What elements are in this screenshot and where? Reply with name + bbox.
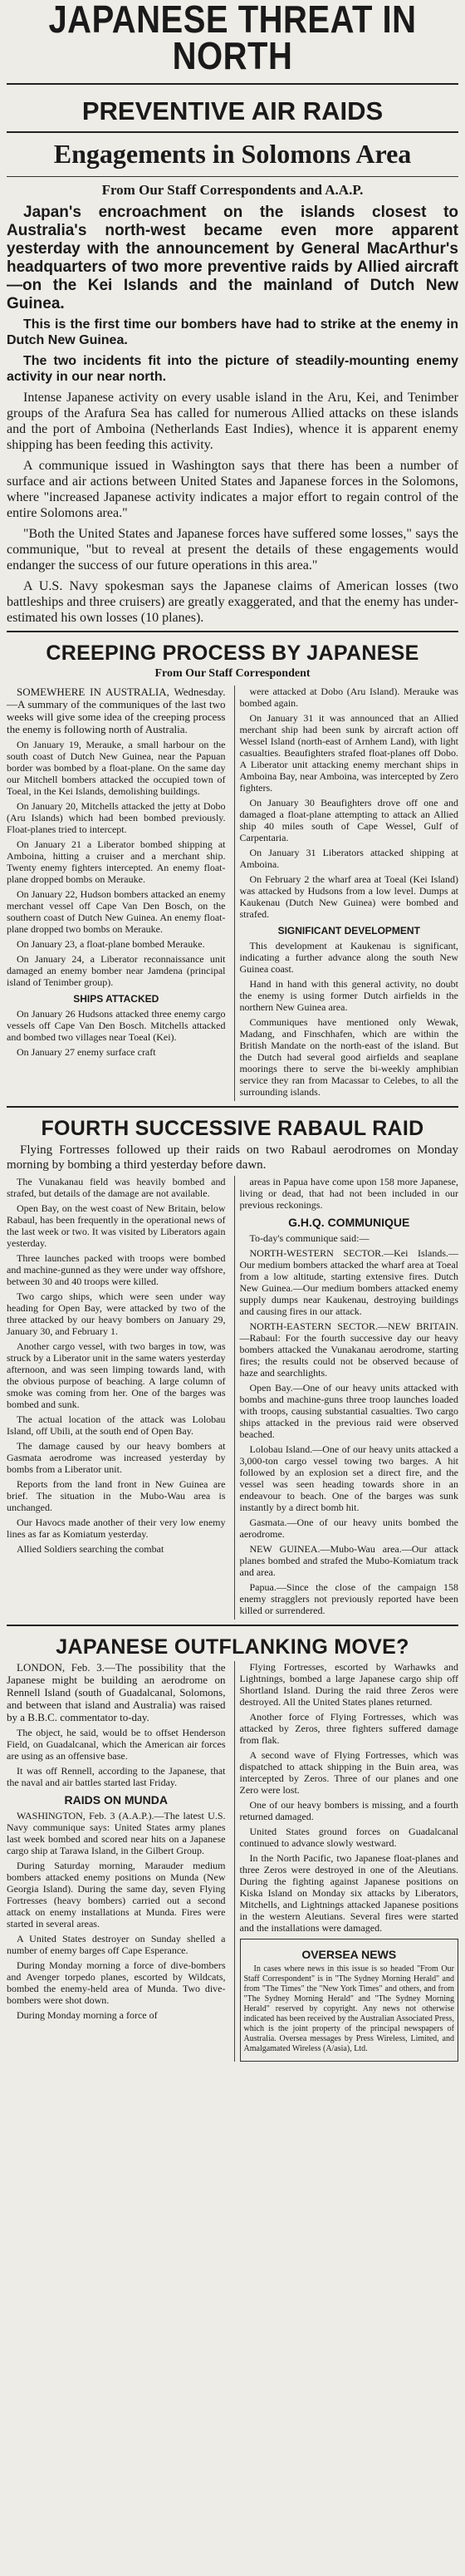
subheadline: PREVENTIVE AIR RAIDS — [81, 96, 384, 125]
oversea-news-text: In cases where news in this issue is so headed "From Our Staff Correspondent" is in "The Sydney Morning Herald" and from "The Times" the "New York Times" and others, and from "The Sydney Morning Herald" and "The Sydney Morning Herald" reserved by copyright. Any news not otherwise indicated has been received by the Australian Associated Press, which is the joint property of the principal newspapers of Australia. Oversea messages by Press Wireless, Limited, and Amalgamated Wireless (A/asia), Ltd. — [243, 1964, 454, 2053]
divider — [7, 83, 458, 85]
outflanking-right-column — [234, 1661, 459, 2062]
article-paragraph: On January 20, Mitchells attacked the jetty at Dobo (Aru Islands) which had been bombed previously. Float-planes tried to intercept. — [7, 800, 226, 835]
article-paragraph: During Monday morning a force of — [17, 2009, 158, 2021]
rabaul-columns — [7, 1176, 458, 1620]
ghq-sector: Open Bay.—One of our heavy units attacked with bombs and machine-guns three troop launches loaded with troops, causing substantial casualties. Two cargo ships attacked in the previous raid were observed beached. — [239, 1382, 458, 1440]
article-paragraph: On February 2 the wharf area at Toeal (Kei Island) was attacked by Hudsons from a low level. Dumps at Kaukenau (Dutch New Guinea) were bombed and strafed. — [239, 873, 458, 920]
article-paragraph: A second wave of Flying Fortresses, which was dispatched to attack shipping in the Buin area, was intercepted by Zeros. Three of our planes and one Zero were lost. — [239, 1749, 458, 1796]
article-paragraph: In the North Pacific, two Japanese float-planes and three Zeros were destroyed in one of the Aleutians. During the fighting against Japanese positions on Kiska Island on Monday six attacks by Liberators, Mitchells, and Lightnings attacked Japanese positions in the western Aleutians. Several fires were started and the installations were damaged. — [239, 1852, 458, 1934]
outflanking-left-column — [7, 1661, 226, 2062]
article-paragraph: On January 21 a Liberator bombed shipping at Amboina, hitting a cruiser and a merchant ship. Twenty enemy fighters intercepted. An enemy float-plane dropped bombs on Merauke. — [7, 838, 226, 885]
article-paragraph: The actual location of the attack was Lolobau Island, off Ubili, at the south end of Open Bay. — [7, 1413, 226, 1437]
article-paragraph: Two cargo ships, which were seen under way heading for Open Bay, were attacked by two of the three attacked by our heavy bombers on January 29, January 30, and February 1. — [7, 1290, 226, 1337]
article-paragraph: Another force of Flying Fortresses, which was attacked by Zeros, three fighters suffered damage from flak. — [239, 1711, 458, 1746]
article-paragraph: A United States destroyer on Sunday shelled a number of enemy barges off Cape Esperance. — [7, 1933, 226, 1956]
ghq-sector: Lolobau Island.—One of our heavy units attacked a 3,000-ton cargo vessel towing two barges. A hit followed by an explosion set a direct fire, and the vessel was seen heading towards shore in an endeavour to beach. One of the barges was sunk instantly by a direct bomb hit. — [239, 1443, 458, 1513]
article-paragraph: LONDON, Feb. 3.—The possibility that the Japanese might be building an aerodrome on Rennell Island (south of Guadalcanal, Solomons, and between that island and Australia) was raised by a B.B.C. commentator to-day. — [7, 1661, 226, 1723]
body-paragraph: Intense Japanese activity on every usable island in the Aru, Kei, and Tenimber groups of the Arafura Sea has called for numerous Allied attacks on these islands and the port of Amboina (Netherlands East Indies), whence it is apparent enemy shipping has been feeding this activity. — [7, 391, 458, 452]
article-paragraph: One of our heavy bombers is missing, and a fourth returned damaged. — [239, 1799, 458, 1822]
article-paragraph: Reports from the land front in New Guinea are brief. The situation in the Mubo-Wau area is unchanged. — [7, 1478, 226, 1513]
ghq-sector: NEW GUINEA.—Mubo-Wau area.—Our attack planes bombed and strafed the Mubo-Komiatum track and area. — [239, 1543, 458, 1578]
creeping-byline: From Our Staff Correspondent — [154, 667, 311, 680]
section-headline: Engagements in Solomons Area — [53, 139, 412, 169]
divider — [7, 131, 458, 133]
lead-paragraph: Japan's encroachment on the islands closest to Australia's north-west became even more apparent yesterday with the announcement by General MacArthur's headquarters of two more preventive raids by Allied aircraft—on the Kei Islands and the mainland of Dutch New Guinea. — [7, 204, 458, 312]
article-paragraph: Flying Fortresses, escorted by Warhawks and Lightnings, bombed a large Japanese cargo ship off Shortland Island. During the raid three Zeros were destroyed. All the United States planes returned. — [239, 1661, 458, 1708]
divider — [7, 176, 458, 177]
article-paragraph: On January 24, a Liberator reconnaissance unit damaged an enemy bomber near Jamdena (principal island of Tenimber group). — [7, 953, 226, 988]
article-paragraph: It was off Rennell, according to the Japanese, that the naval and air battles started last Friday. — [7, 1765, 226, 1788]
intro-paragraph: The two incidents fit into the picture of steadily-mounting enemy activity in our near north. — [7, 354, 458, 384]
article-paragraph: The Vunakanau field was heavily bombed and strafed, but details of the damage are not available. — [7, 1176, 226, 1199]
divider — [7, 1625, 458, 1626]
ships-attacked-heading: SHIPS ATTACKED — [73, 993, 159, 1005]
article-paragraph: WASHINGTON, Feb. 3 (A.A.P.).—The latest U.S. Navy communique says: United States army planes last week bombed and scored near hits on a Japanese cargo ship at Tarawa Island, in the Gilbert Group. — [7, 1810, 226, 1856]
article-paragraph: Allied Soldiers searching the combat — [17, 1543, 164, 1555]
article-paragraph: On January 27 enemy surface craft — [17, 1046, 156, 1058]
creeping-left-column — [7, 686, 226, 1101]
article-paragraph: On January 31 Liberators attacked shipping at Amboina. — [239, 847, 458, 870]
article-paragraph: Our Havocs made another of their very low enemy lines as far as Komiatum yesterday. — [7, 1517, 226, 1540]
article-paragraph: On January 23, a float-plane bombed Merauke. — [17, 938, 205, 950]
ghq-sector: Papua.—Since the close of the campaign 158 enemy stragglers not previously reported have been killed or surrendered. — [239, 1581, 458, 1616]
outflanking-headline: JAPANESE OUTFLANKING MOVE? — [56, 1635, 409, 1659]
article-paragraph: United States ground forces on Guadalcanal continued to advance slowly westward. — [239, 1826, 458, 1849]
rabaul-lead-block — [7, 1143, 458, 1172]
significant-heading: SIGNIFICANT DEVELOPMENT — [277, 925, 420, 937]
ghq-sector: Gasmata.—One of our heavy units bombed the aerodrome. — [239, 1517, 458, 1540]
article-paragraph: During Monday morning a force of dive-bombers and Avenger torpedo planes, escorted by Wildcats, bombed the enemy-held area of Munda. Two dive-bombers were shot down. — [7, 1959, 226, 2006]
body-paragraph: A communique issued in Washington says that there has been a number of surface and air actions between United States and Japanese forces in the Solomons, where "increased Japanese activity indicates a major effort to regain control of the entire Solomons area." — [7, 459, 458, 520]
body-paragraph: A U.S. Navy spokesman says the Japanese claims of American losses (two battleships and three cruisers) are greatly exaggerated, and that the enemy has under-estimated his own losses (10 planes). — [7, 579, 458, 625]
divider — [7, 631, 458, 632]
article-paragraph: Three launches packed with troops were bombed and machine-gunned as they were under way offshore, between 30 and 40 troops were killed. — [7, 1252, 226, 1287]
article-paragraph: Open Bay, on the west coast of New Britain, below Rabaul, has been frequently in the operational news of the last week or two. It was visited by Liberators again yesterday. — [7, 1202, 226, 1249]
article-paragraph: Hand in hand with this general activity, no doubt the enemy is using former Dutch airfields in the northern New Guinea area. — [239, 978, 458, 1013]
lead-paragraph-block — [7, 204, 458, 313]
article-paragraph: were attacked at Dobo (Aru Island). Merauke was bombed again. — [239, 686, 458, 709]
divider — [7, 1106, 458, 1108]
article-paragraph: On January 19, Merauke, a small harbour on the south coast of Dutch New Guinea, near the Papuan border was bombed by a float-plane. On the same day our Mitchell bombers attacked the occupied town of Toeal, in the Kei Islands, demolishing buildings. — [7, 739, 226, 797]
article-paragraph: Another cargo vessel, with two barges in tow, was struck by a Liberator unit in the same waters yesterday afternoon, and was seen limping towards land, with the obvious purpose of beaching. A large column of smoke was coming from her. One of the barges was bombed and sunk. — [7, 1340, 226, 1410]
byline: From Our Staff Correspondents and A.A.P. — [101, 182, 364, 198]
article-paragraph: The object, he said, would be to offset Henderson Field, on Guadalcanal, which the American air forces are using as an offensive base. — [7, 1727, 226, 1762]
article-paragraph: areas in Papua have come upon 158 more Japanese, living or dead, that had not been included in our previous reckonings. — [239, 1176, 458, 1211]
creeping-columns — [7, 686, 458, 1101]
rabaul-left-column — [7, 1176, 226, 1620]
article-paragraph: On January 30 Beaufighters drove off one and damaged a float-plane attempting to attack an Allied ship 40 miles south of Cape Wessel, Gulf of Carpentaria. — [239, 797, 458, 843]
article-paragraph: This development at Kaukenau is significant, indicating a further advance along the south New Guinea coast. — [239, 940, 458, 975]
outflanking-columns — [7, 1661, 458, 2062]
intro-block — [7, 317, 458, 385]
body-paragraph: "Both the United States and Japanese forces have suffered some losses," says the communique, "but to reveal at present the details of these engagements would endanger the success of our future operations in this area." — [7, 527, 458, 573]
rabaul-lead: Flying Fortresses followed up their raids on two Rabaul aerodromes on Monday morning by bombing a third yesterday before dawn. — [7, 1143, 458, 1172]
article-paragraph: Communiques have mentioned only Wewak, Madang, and Finschhafen, which are within the British Mandate on the north-east of the island. But the Dutch had several good airfields and seaplane moorings there to serve the bi-weekly amphibian service they ran from Macassar to Celebes, to all the surrounding islands. — [239, 1016, 458, 1098]
article-paragraph: On January 26 Hudsons attacked three enemy cargo vessels off Cape Van Den Bosch. Mitchells attacked and bombed two villages near Toeal (Kei). — [7, 1008, 226, 1043]
headline-line-1: JAPANESE THREAT IN — [48, 0, 417, 42]
munda-heading: RAIDS ON MUNDA — [64, 1793, 168, 1807]
newspaper-page — [7, 0, 458, 2062]
article-paragraph: The damage caused by our heavy bombers at Gasmata aerodrome was increased yesterday by bombs from a Liberator unit. — [7, 1440, 226, 1475]
rabaul-right-column — [234, 1176, 459, 1620]
body-block — [7, 390, 458, 626]
creeping-right-column — [234, 686, 459, 1101]
creeping-headline: CREEPING PROCESS BY JAPANESE — [46, 642, 419, 665]
article-paragraph: SOMEWHERE IN AUSTRALIA, Wednesday.—A summary of the communiques of the last two weeks will give some idea of the creeping process the enemy is following north of Australia. — [7, 686, 226, 735]
ghq-sector: NORTH-WESTERN SECTOR.—Kei Islands.—Our medium bombers attacked the wharf area at Toeal from a low altitude, starting extensive fires. Dutch New Guinea.—Our medium bombers attacked enemy supply dumps near Kaukenau, destroying buildings and causing fires in our attack. — [239, 1247, 458, 1317]
rabaul-headline: FOURTH SUCCESSIVE RABAUL RAID — [41, 1117, 424, 1140]
ghq-intro: To-day's communique said:— — [249, 1232, 370, 1244]
headline-line-2: NORTH — [172, 35, 293, 78]
article-paragraph: On January 22, Hudson bombers attacked an enemy merchant vessel off Cape Van Den Bosch, on the southern coast of Dutch New Guinea. An enemy float-plane dropped two bombs on Merauke. — [7, 888, 226, 935]
ghq-sector: NORTH-EASTERN SECTOR.—NEW BRITAIN.—Rabaul: For the fourth successive day our heavy bombers attacked the Vunakanau aerodrome, starting fires; the results could not be observed because of haze and searchlights. — [239, 1320, 458, 1379]
oversea-news-box — [240, 1939, 459, 2062]
article-paragraph: On January 31 it was announced that an Allied merchant ship had been sunk by aircraft action off Wessel Island (north-east of Arnhem Land), with light casualties. Beaufighters strafed float-planes off Dobo. A Liberator unit attacking enemy merchant ships in Amboina Bay, near Amboina, was intercepted by Zero fighters. — [239, 712, 458, 794]
oversea-news-heading: OVERSEA NEWS — [301, 1948, 397, 1961]
ghq-heading: G.H.Q. COMMUNIQUE — [288, 1216, 410, 1229]
intro-paragraph: This is the first time our bombers have had to strike at the enemy in Dutch New Guinea. — [7, 317, 458, 347]
article-paragraph: During Saturday morning, Marauder medium bombers attacked enemy positions on Munda (New Georgia Island). During the same day, seven Flying Fortresses (heavy bombers) carried out a second attack on enemy installations at Munda. Fires were started in several areas. — [7, 1860, 226, 1930]
